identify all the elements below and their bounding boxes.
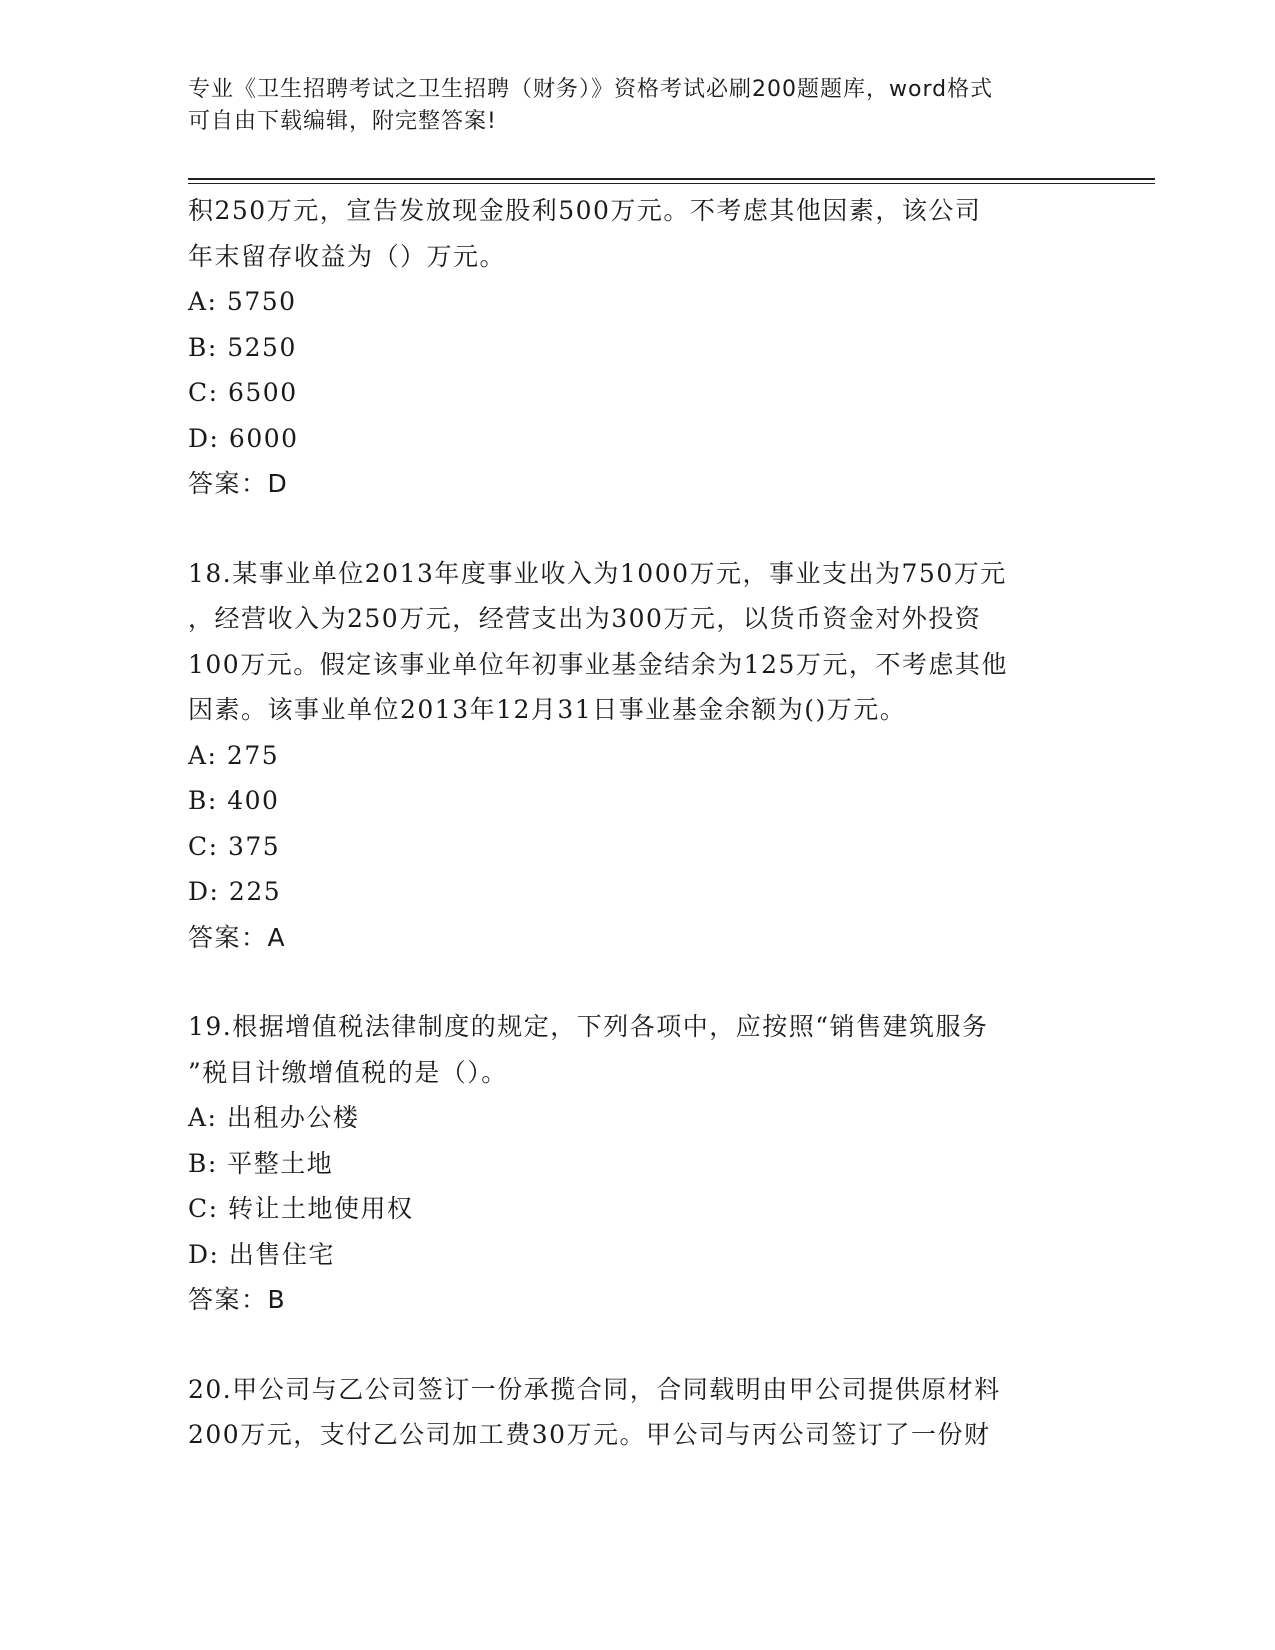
option-b: B: 平整土地	[188, 1148, 334, 1178]
option-b: B: 400	[188, 786, 280, 815]
question-stem-line: 年末留存收益为（）万元。	[188, 241, 507, 271]
answer-line: 答案：B	[188, 1285, 287, 1314]
spacer	[188, 1323, 1088, 1367]
header-title-line-2: 可自由下载编辑，附完整答案!	[188, 109, 497, 134]
question-stem-line: 积250万元，宣告发放现金股利500万元。不考虑其他因素，该公司	[188, 196, 982, 225]
answer-line: 答案：D	[188, 469, 289, 498]
option-a: A: 出租办公楼	[188, 1103, 360, 1132]
answer-line: 答案：A	[188, 922, 287, 952]
question-19	[188, 1004, 1088, 1323]
option-d: D: 出售住宅	[188, 1239, 335, 1269]
question-stem-line: ”税目计缴增值税的是（）。	[188, 1057, 508, 1087]
question-20	[188, 1367, 1088, 1458]
option-b: B: 5250	[188, 332, 297, 362]
spacer	[188, 507, 1088, 551]
option-c: C: 6500	[188, 378, 298, 407]
question-content	[188, 188, 1088, 1458]
page-header	[188, 74, 1068, 138]
option-d: D: 6000	[188, 423, 299, 453]
option-a: A: 275	[188, 740, 280, 770]
question-stem-line: 200万元，支付乙公司加工费30万元。甲公司与丙公司签订了一份财	[188, 1420, 991, 1449]
option-c: C: 转让土地使用权	[188, 1194, 414, 1223]
spacer	[188, 960, 1088, 1004]
question-stem-line: 19.根据增值税法律制度的规定，下列各项中，应按照“销售建筑服务	[188, 1012, 989, 1041]
question-stem-line: 100万元。假定该事业单位年初事业基金结余为125万元，不考虑其他	[188, 649, 1008, 679]
question-stem-line: 20.甲公司与乙公司签订一份承揽合同，合同载明由甲公司提供原材料	[188, 1374, 1001, 1404]
header-title-line-1: 专业《卫生招聘考试之卫生招聘（财务）》资格考试必刷200题题库，word格式	[188, 77, 994, 102]
question-stem-line: 因素。该事业单位2013年12月31日事业基金余额为()万元。	[188, 695, 907, 724]
header-divider	[188, 178, 1155, 184]
question-stem-line: 18.某事业单位2013年度事业收入为1000万元，事业支出为750万元	[188, 558, 1007, 588]
question-17	[188, 188, 1088, 507]
question-18	[188, 551, 1088, 961]
option-c: C: 375	[188, 831, 281, 861]
option-d: D: 225	[188, 877, 282, 906]
question-stem-line: ，经营收入为250万元，经营支出为300万元，以货币资金对外投资	[188, 604, 982, 633]
option-a: A: 5750	[188, 287, 297, 316]
